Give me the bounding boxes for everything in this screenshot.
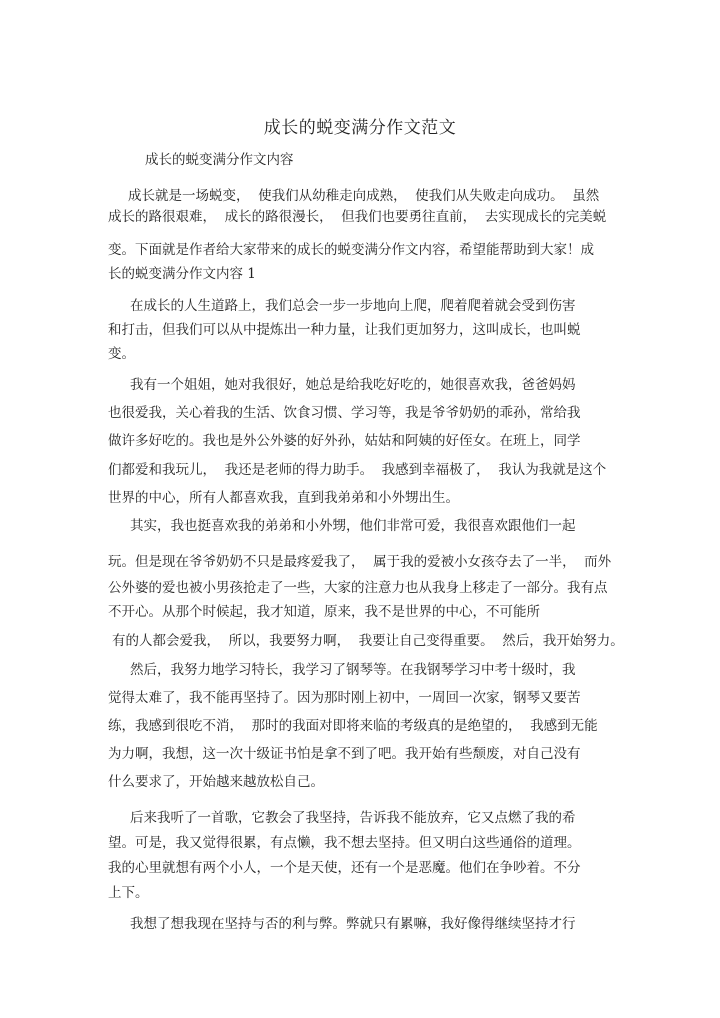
text-line: 变。 bbox=[108, 346, 135, 362]
text-line: 练，我感到很吃不消， 那时的我面对即将来临的考级真的是绝望的， 我感到无能 bbox=[108, 718, 598, 734]
text-line: 公外婆的爱也被小男孩抢走了一些，大家的注意力也从我身上移走了一部分。我有点 bbox=[108, 580, 608, 596]
text-line: 后来我听了一首歌，它教会了我坚持，告诉我不能放弃，它又点燃了我的希 bbox=[130, 810, 576, 826]
text-line: 变。下面就是作者给大家带来的成长的蜕变满分作文内容，希望能帮助到大家！成 bbox=[108, 242, 594, 258]
text-line: 上下。 bbox=[108, 885, 149, 901]
text-line: 不开心。从那个时候起，我才知道，原来，我不是世界的中心，不可能所 bbox=[108, 604, 540, 620]
text-line: 成长就是一场蜕变， 使我们从幼稚走向成熟， 使我们从失败走向成功。 虽然 bbox=[128, 188, 600, 204]
document-title: 成长的蜕变满分作文范文 bbox=[263, 118, 457, 138]
text-line: 什么要求了，开始越来越放松自己。 bbox=[108, 774, 324, 790]
document-subtitle: 成长的蜕变满分作文内容 bbox=[145, 152, 294, 168]
text-line: 为力啊，我想，这一次十级证书怕是拿不到了吧。我开始有些颓废，对自己没有 bbox=[108, 746, 581, 762]
text-line: 我想了想我现在坚持与否的利与弊。弊就只有累嘛，我好像得继续坚持才行 bbox=[130, 916, 576, 932]
text-line: 和打击，但我们可以从中提炼出一种力量，让我们更加努力，这叫成长，也叫蜕 bbox=[108, 322, 581, 338]
text-line: 做许多好吃的。我也是外公外婆的好外孙，姑姑和阿姨的好侄女。在班上，同学 bbox=[108, 433, 581, 449]
text-line: 世界的中心，所有人都喜欢我，直到我弟弟和小外甥出生。 bbox=[108, 490, 459, 506]
text-line: 成长的路很艰难， 成长的路很漫长， 但我们也要勇往直前， 去实现成长的完美蜕 bbox=[108, 209, 607, 225]
text-line: 有的人都会爱我， 所以，我要努力啊， 我要让自己变得重要。 然后，我开始努力。 bbox=[112, 633, 624, 649]
text-line: 觉得太难了，我不能再坚持了。因为那时刚上初中，一周回一次家，钢琴又要苦 bbox=[108, 690, 581, 706]
text-line: 在成长的人生道路上，我们总会一步一步地向上爬，爬着爬着就会受到伤害 bbox=[130, 298, 576, 314]
text-line: 其实，我也挺喜欢我的弟弟和小外甥，他们非常可爱，我很喜欢跟他们一起 bbox=[130, 518, 576, 534]
text-line: 也很爱我，关心着我的生活、饮食习惯、学习等，我是爷爷奶奶的乖孙，常给我 bbox=[108, 405, 581, 421]
text-line: 望。可是，我又觉得很累，有点懒，我不想去坚持。但又明白这些通俗的道理。 bbox=[108, 835, 581, 851]
text-line: 然后，我努力地学习特长，我学习了钢琴等。在我钢琴学习中考十级时，我 bbox=[130, 662, 576, 678]
text-line: 我有一个姐姐，她对我很好，她总是给我吃好吃的，她很喜欢我，爸爸妈妈 bbox=[130, 377, 576, 393]
text-line: 们都爱和我玩儿， 我还是老师的得力助手。 我感到幸福极了， 我认为我就是这个 bbox=[108, 462, 607, 478]
text-line: 玩。但是现在爷爷奶奶不只是最疼爱我了， 属于我的爱被小女孩夺去了一半， 而外 bbox=[108, 554, 612, 570]
text-line: 长的蜕变满分作文内容 1 bbox=[108, 266, 256, 282]
text-line: 我的心里就想有两个小人，一个是天使，还有一个是恶魔。他们在争吵着。不分 bbox=[108, 860, 581, 876]
